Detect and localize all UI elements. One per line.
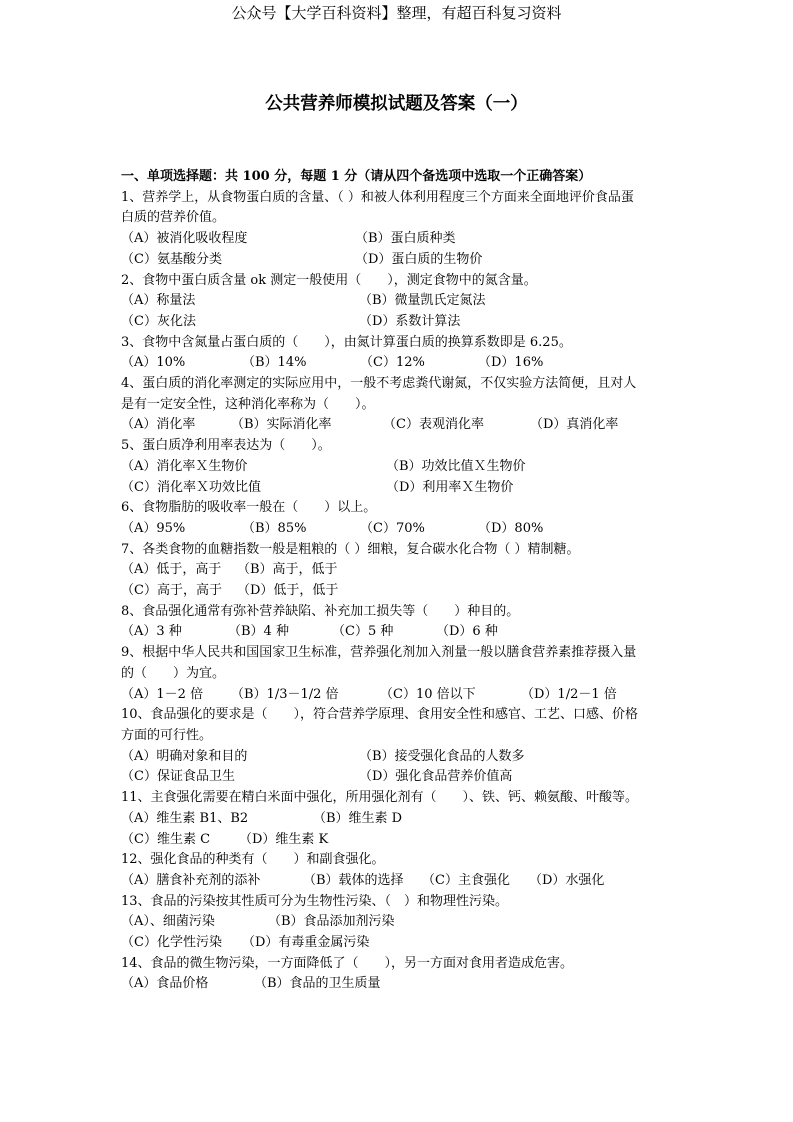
option-d: （D）80% — [478, 520, 544, 536]
option-c: （C）保证食品卫生 — [121, 769, 235, 785]
question-stem: 11、主食强化需要在精白米面中强化，所用强化剂有（ ）、铁、钙、赖氨酸、叶酸等。 — [121, 790, 639, 806]
option-c: （C）消化率Ｘ功效比值 — [121, 479, 261, 495]
option-b: （B）载体的选择 — [303, 872, 404, 888]
option-a: （A）被消化吸收程度 — [121, 231, 248, 247]
option-a: （A）明确对象和目的 — [121, 748, 248, 764]
option-d: （D）低于，低于 — [237, 583, 339, 599]
option-row — [121, 353, 686, 374]
question-stem: 10、食品强化的要求是（ ），符合营养学原理、食用安全性和感官、工艺、口感、价格 — [121, 707, 639, 723]
option-row — [121, 457, 686, 478]
option-c: （C）维生素 C — [121, 831, 211, 847]
option-row — [121, 415, 686, 436]
option-d: （D）维生素 K — [239, 831, 329, 847]
option-row — [121, 912, 686, 933]
option-d: （D）1/2－1 倍 — [521, 686, 617, 702]
option-b: （B）14% — [242, 355, 307, 371]
question-stem: 13、食品的污染按其性质可分为生物性污染、（ ）和物理性污染。 — [121, 893, 509, 909]
question-stem: 14、食品的微生物污染，一方面降低了（ ），另一方面对食用者造成危害。 — [121, 955, 574, 971]
option-d: （D）强化食品营养价值高 — [359, 769, 513, 785]
option-row — [121, 250, 686, 271]
option-c: （C）表观消化率 — [383, 417, 484, 433]
option-c: （C）高于，高于 — [121, 583, 222, 599]
question-stem: 6、食物脂肪的吸收率一般在（ ）以上。 — [121, 500, 377, 516]
question-stem: 2、食物中蛋白质含量 ok 测定一般使用（ ），测定食物中的氮含量。 — [121, 272, 537, 288]
section-heading: 一、单项选择题：共 100 分，每题 1 分（请从四个备选项中选取一个正确答案） — [121, 169, 592, 184]
question-stem: 1、营养学上，从食物蛋白质的含量、（ ）和被人体利用程度三个方面来全面地评价食品蛋 — [121, 189, 634, 205]
option-d: （D）系数计算法 — [359, 313, 461, 329]
question-stem: 9、根据中华人民共和国国家卫生标准，营养强化剂加入剂量一般以膳食营养素推荐摄入量 — [121, 645, 637, 661]
option-row — [121, 767, 686, 788]
option-d: （D）16% — [478, 355, 544, 371]
option-row — [121, 312, 686, 333]
option-row — [121, 622, 686, 643]
option-d: （D）有毒重金属污染 — [242, 935, 370, 951]
option-a: （A）食品价格 — [121, 976, 209, 992]
option-row — [121, 747, 686, 768]
question-stem: 12、强化食品的种类有（ ）和副食强化。 — [121, 852, 385, 868]
option-b: （B）食品添加剂污染 — [268, 914, 395, 930]
option-b: （B）1/3－1/2 倍 — [231, 686, 339, 702]
option-a: （A）膳食补充剂的添补 — [121, 872, 261, 888]
option-row — [121, 871, 686, 892]
option-d: （D）利用率Ｘ生物价 — [386, 479, 514, 495]
question-stem: 方面的可行性。 — [121, 727, 213, 743]
option-c: （C）70% — [360, 520, 425, 536]
option-row — [121, 809, 686, 830]
option-a: （A）称量法 — [121, 293, 196, 309]
option-b: （B）蛋白质种类 — [355, 231, 456, 247]
option-row — [121, 974, 686, 995]
option-a: （A）95% — [121, 520, 186, 536]
option-c: （C）10 倍以下 — [380, 686, 476, 702]
question-stem: 7、各类食物的血糖指数一般是粗粮的（ ）细粮，复合碳水化合物（ ）精制糖。 — [121, 541, 580, 557]
option-row — [121, 291, 686, 312]
option-d: （D）水强化 — [529, 872, 605, 888]
option-b: （B）功效比值Ｘ生物价 — [386, 458, 526, 474]
option-a: （A）低于，高于 — [121, 562, 222, 578]
option-a: （A）消化率 — [121, 417, 196, 433]
option-row — [121, 560, 686, 581]
question-stem: 4、蛋白质的消化率测定的实际应用中，一般不考虑粪代谢氮，不仅实验方法简便，且对人 — [121, 376, 637, 392]
question-list — [121, 167, 686, 995]
option-a: （A）消化率Ｘ生物价 — [121, 458, 248, 474]
option-c: （C）5 种 — [332, 624, 394, 640]
question-stem: 8、食品强化通常有弥补营养缺陷、补充加工损失等（ ）种目的。 — [121, 603, 520, 619]
option-d: （D）6 种 — [436, 624, 498, 640]
question-stem: 白质的营养价值。 — [121, 210, 226, 226]
option-row — [121, 229, 686, 250]
document-title: 公共营养师模拟试题及答案（一） — [265, 94, 528, 114]
option-b: （B）维生素 D — [313, 810, 403, 826]
option-c: （C）化学性污染 — [121, 935, 222, 951]
question-stem: 是有一定安全性，这种消化率称为（ ）。 — [121, 396, 375, 412]
option-b: （B）高于，低于 — [237, 562, 338, 578]
question-stem: 5、蛋白质净利用率表达为（ ）。 — [121, 438, 331, 454]
page-header: 公众号【大学百科资料】整理，有超百科复习资料 — [231, 4, 562, 22]
option-c: （C）主食强化 — [422, 872, 510, 888]
option-a: （A）、细菌污染 — [121, 914, 215, 930]
option-a: （A）维生素 B1、B2 — [121, 810, 249, 826]
option-row — [121, 478, 686, 499]
option-row — [121, 685, 686, 706]
option-d: （D）蛋白质的生物价 — [355, 251, 483, 267]
option-b: （B）实际消化率 — [231, 417, 332, 433]
option-row — [121, 830, 686, 851]
option-b: （B）85% — [242, 520, 307, 536]
option-b: （B）微量凯氏定氮法 — [359, 293, 486, 309]
option-row — [121, 519, 686, 540]
option-d: （D）真消化率 — [530, 417, 619, 433]
question-stem: 3、食物中含氮量占蛋白质的（ ），由氮计算蛋白质的换算系数即是 6.25。 — [121, 334, 572, 350]
option-row — [121, 581, 686, 602]
question-stem: 的（ ）为宜。 — [121, 665, 226, 681]
option-a: （A）1－2 倍 — [121, 686, 204, 702]
option-a: （A）10% — [121, 355, 186, 371]
option-b: （B）4 种 — [228, 624, 289, 640]
option-c: （C）灰化法 — [121, 313, 196, 329]
option-b: （B）接受强化食品的人数多 — [359, 748, 525, 764]
option-c: （C）12% — [360, 355, 425, 371]
option-c: （C）氨基酸分类 — [121, 251, 222, 267]
option-b: （B）食品的卫生质量 — [254, 976, 381, 992]
option-row — [121, 933, 686, 954]
option-a: （A）3 种 — [121, 624, 182, 640]
